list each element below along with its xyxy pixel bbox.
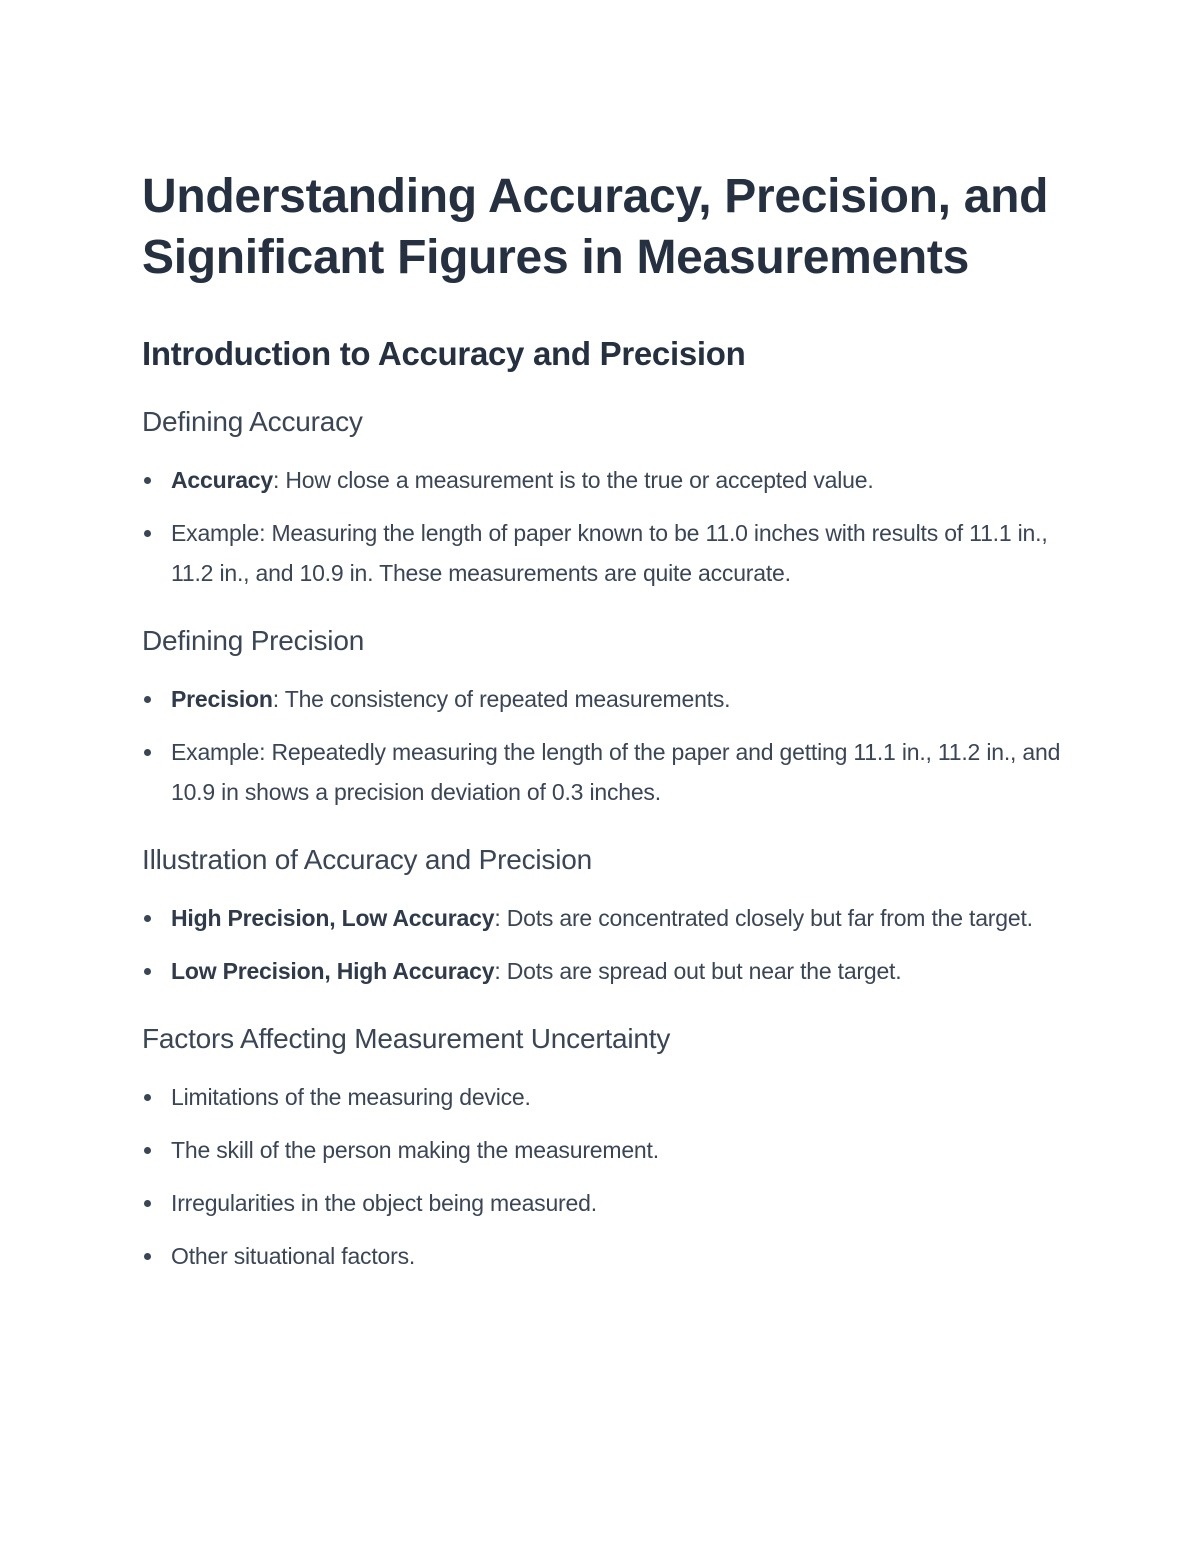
page-title: Understanding Accuracy, Precision, and Significant Figures in Measurements	[142, 170, 1049, 284]
term-label: Accuracy	[171, 467, 273, 493]
item-text: : Dots are spread out but near the target.	[494, 958, 902, 984]
list-item	[142, 1236, 1062, 1276]
bullet-icon	[144, 749, 151, 756]
section-heading: Introduction to Accuracy and Precision	[142, 335, 746, 372]
bullet-icon	[144, 1147, 151, 1154]
subsection-heading-defining-precision: Defining Precision	[142, 625, 365, 656]
item-text: : Dots are concentrated closely but far from the target.	[494, 905, 1033, 931]
bullet-icon	[144, 1200, 151, 1207]
item-text: Other situational factors.	[171, 1243, 416, 1269]
list-item	[142, 1130, 1062, 1170]
subsection-heading-factors: Factors Affecting Measurement Uncertainty	[142, 1023, 671, 1054]
bullet-list	[142, 460, 1062, 593]
bullet-list	[142, 679, 1062, 812]
bullet-icon	[144, 696, 151, 703]
item-text: : The consistency of repeated measurements.	[272, 686, 731, 712]
item-text: Irregularities in the object being measured.	[171, 1190, 597, 1216]
bullet-list	[142, 1077, 1062, 1276]
term-label: High Precision, Low Accuracy	[171, 905, 495, 931]
list-item	[142, 1183, 1062, 1223]
term-label: Precision	[171, 686, 273, 712]
bullet-icon	[144, 915, 151, 922]
bullet-icon	[144, 1094, 151, 1101]
document-page	[142, 166, 1062, 1276]
bullet-icon	[144, 530, 151, 537]
list-item	[142, 951, 1062, 991]
item-text: Example: Measuring the length of paper known to be 11.0 inches with results of 11.1 in., 11.2 in., and 10.9 in. These measurements are quite accurate.	[171, 520, 1048, 586]
item-text: The skill of the person making the measurement.	[171, 1137, 659, 1163]
bullet-icon	[144, 1253, 151, 1260]
bullet-list	[142, 898, 1062, 991]
list-item	[142, 513, 1062, 593]
list-item	[142, 460, 1062, 500]
bullet-icon	[144, 968, 151, 975]
bullet-icon	[144, 477, 151, 484]
list-item	[142, 1077, 1062, 1117]
list-item	[142, 898, 1062, 938]
list-item	[142, 679, 1062, 719]
list-item	[142, 732, 1062, 812]
item-text: : How close a measurement is to the true or accepted value.	[272, 467, 874, 493]
subsection-heading-defining-accuracy: Defining Accuracy	[142, 406, 363, 437]
subsection-heading-illustration: Illustration of Accuracy and Precision	[142, 844, 592, 875]
term-label: Low Precision, High Accuracy	[171, 958, 495, 984]
item-text: Limitations of the measuring device.	[171, 1084, 531, 1110]
item-text: Example: Repeatedly measuring the length of the paper and getting 11.1 in., 11.2 in., and 10.9 in shows a precision deviation of 0.3 inches.	[171, 739, 1061, 805]
